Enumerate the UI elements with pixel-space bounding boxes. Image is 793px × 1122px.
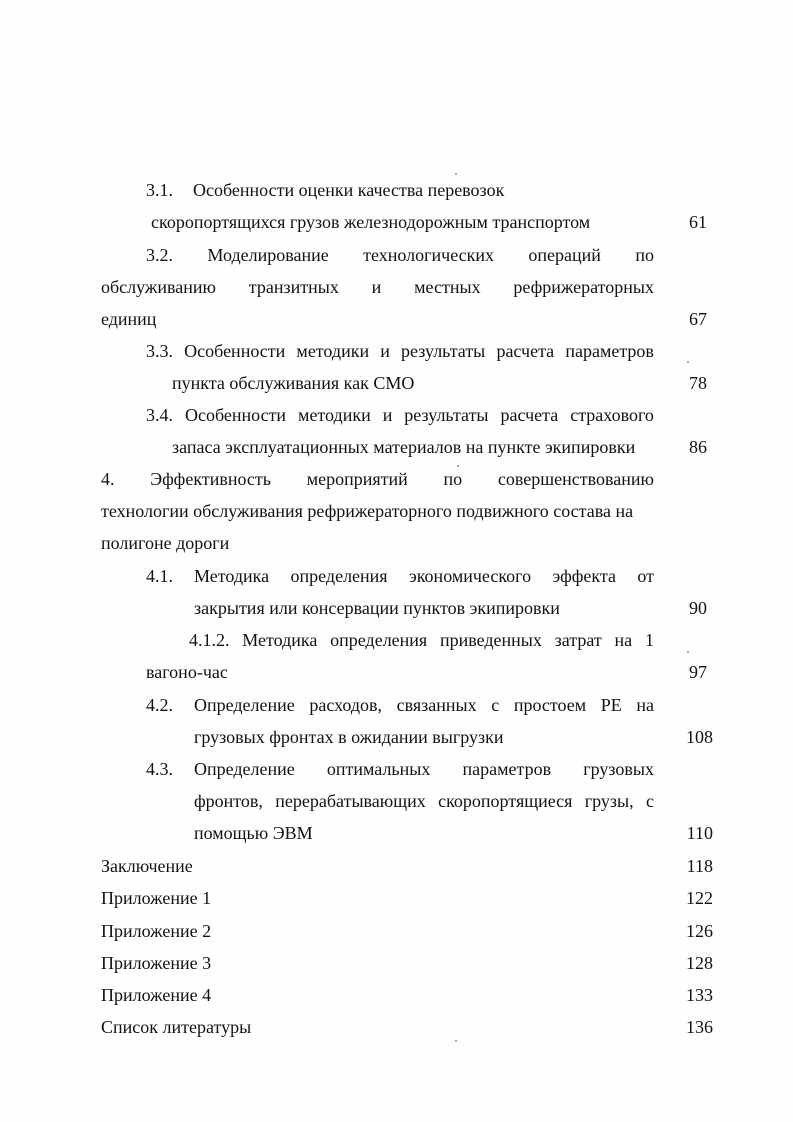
toc-word: параметров: [565, 341, 654, 361]
toc-word: рефрижераторных: [513, 277, 654, 297]
toc-entry-3-4-line1: [146, 404, 654, 426]
toc-word: расчета: [496, 341, 555, 361]
toc-entry-3-1-line2: скоропортящихся грузов железнодорожным транспортом: [151, 212, 591, 232]
toc-entry-appendix-2: Приложение 2: [101, 921, 212, 941]
toc-entry-4-line1: [101, 468, 654, 490]
toc-page-number: 97: [689, 662, 707, 682]
toc-entry-3-1-line1: [146, 179, 504, 201]
toc-entry-title: [194, 694, 654, 716]
toc-word: расходов,: [309, 695, 383, 715]
toc-word: местных: [414, 277, 481, 297]
toc-page-number: 90: [689, 598, 707, 618]
toc-entry-conclusion: Заключение: [101, 856, 193, 876]
toc-word: Методика: [194, 566, 270, 586]
toc-word: определения: [330, 630, 428, 650]
toc-entry-number: 4.3.: [146, 759, 173, 779]
scan-speck: [455, 1040, 457, 1042]
toc-entry-appendix-3: Приложение 3: [101, 953, 212, 973]
toc-entry-4-1-2-line1: [189, 629, 654, 651]
toc-word: Определение: [194, 695, 295, 715]
toc-word: и: [382, 405, 393, 425]
toc-page-number: 78: [689, 373, 707, 393]
toc-entry-appendix-1: Приложение 1: [101, 888, 212, 908]
toc-word: перерабатывающих: [275, 791, 426, 811]
scan-speck: [455, 173, 457, 175]
toc-entry-title: [194, 565, 654, 587]
toc-word: 1: [644, 630, 654, 650]
toc-word: расчета: [500, 405, 559, 425]
toc-word: связанных: [396, 695, 477, 715]
toc-entry-4-2-line2: грузовых фронтах в ожидании выгрузки: [194, 727, 504, 747]
toc-word: технологических: [363, 245, 494, 265]
toc-word: приведенных: [439, 630, 542, 650]
toc-word: фронтов,: [194, 791, 263, 811]
toc-word: операций: [528, 245, 601, 265]
toc-word: результаты: [401, 341, 486, 361]
toc-entry-3-3-line1: [146, 340, 654, 362]
scan-speck: [687, 651, 689, 653]
toc-word: результаты: [404, 405, 489, 425]
toc-entry-number: 4.2.: [146, 695, 173, 715]
toc-word: определения: [290, 566, 388, 586]
toc-entry-4-1-2-line2: вагоно-час: [146, 662, 228, 682]
toc-entry-3-2-line2: [101, 276, 654, 298]
toc-entry-appendix-4: Приложение 4: [101, 985, 212, 1005]
toc-word: Моделирование: [207, 245, 329, 265]
toc-entry-number: 3.1.: [146, 180, 173, 200]
toc-word: и: [380, 341, 390, 361]
toc-word: на: [614, 630, 633, 650]
toc-word: страхового: [570, 405, 654, 425]
toc-word: грузовых: [583, 759, 654, 779]
toc-word: совершенствованию: [497, 469, 654, 489]
toc-word: и: [371, 277, 382, 297]
toc-word: обслуживанию: [101, 277, 216, 297]
toc-word: по: [635, 245, 654, 265]
toc-page-number: 122: [686, 888, 713, 908]
toc-word: грузы,: [584, 791, 634, 811]
toc-page-number: 128: [686, 953, 713, 973]
toc-word: экономического: [409, 566, 532, 586]
toc-word: мероприятий: [306, 469, 408, 489]
toc-page-number: 108: [686, 727, 713, 747]
toc-entry-4-1-line2: закрытия или консервации пунктов экипировки: [194, 598, 560, 618]
toc-word: транзитных: [248, 277, 339, 297]
toc-entry-references: Список литературы: [101, 1017, 252, 1037]
toc-word: с: [491, 695, 500, 715]
toc-entry-title: Особенности оценки качества перевозок: [193, 180, 505, 200]
toc-entry-number: 4.1.2.: [189, 630, 230, 650]
toc-page-number: 133: [686, 985, 713, 1005]
toc-entry-4-1-line1: [146, 565, 654, 587]
toc-word: скоропортящиеся: [438, 791, 573, 811]
toc-entry-3-2-line3: единиц: [101, 309, 157, 329]
toc-entry-4-3-line3: помощью ЭВМ: [194, 823, 313, 843]
toc-entry-4-2-line1: [146, 694, 654, 716]
toc-word: методики: [298, 405, 371, 425]
toc-word: простоем: [513, 695, 587, 715]
toc-page-number: 61: [689, 212, 707, 232]
toc-entry-number: 3.4.: [146, 405, 173, 425]
toc-entry-title: [194, 758, 654, 780]
toc-word: на: [636, 695, 654, 715]
toc-word: методики: [296, 341, 370, 361]
toc-entry-4-line3: полигоне дороги: [101, 533, 230, 553]
toc-entry-3-3-line2: пункта обслуживания как СМО: [172, 373, 415, 393]
toc-word: Особенности: [184, 341, 286, 361]
toc-page-number: 136: [686, 1017, 713, 1037]
toc-page-number: 118: [686, 856, 713, 876]
scan-speck: [687, 361, 689, 363]
toc-entry-number: 4.1.: [146, 566, 173, 586]
toc-page-number: 110: [686, 823, 713, 843]
toc-word: от: [637, 566, 654, 586]
toc-word: эффекта: [552, 566, 616, 586]
toc-word: Определение: [194, 759, 295, 779]
toc-word: РЕ: [600, 695, 622, 715]
toc-entry-number: 4.: [101, 469, 115, 489]
toc-word: затрат: [554, 630, 602, 650]
toc-entry-number: 3.2.: [146, 245, 173, 265]
toc-word: Методика: [242, 630, 318, 650]
toc-page-number: 126: [686, 921, 713, 941]
toc-page-number: 67: [689, 309, 707, 329]
toc-word: Эффективность: [150, 469, 271, 489]
toc-entry-number: 3.3.: [146, 341, 173, 361]
toc-entry-3-2-line1: [146, 244, 654, 266]
toc-entry-4-3-line1: [146, 758, 654, 780]
toc-word: Особенности: [184, 405, 287, 425]
scan-speck: [457, 465, 459, 467]
toc-word: параметров: [462, 759, 552, 779]
toc-entry-3-4-line2: запаса эксплуатационных материалов на пункте экипировки: [172, 437, 636, 457]
toc-word: по: [443, 469, 463, 489]
toc-word: с: [646, 791, 654, 811]
toc-page-number: 86: [689, 437, 707, 457]
toc-entry-4-line2: технологии обслуживания рефрижераторного подвижного состава на: [101, 501, 634, 521]
toc-word: оптимальных: [326, 759, 431, 779]
toc-entry-4-3-line2: [194, 790, 654, 812]
